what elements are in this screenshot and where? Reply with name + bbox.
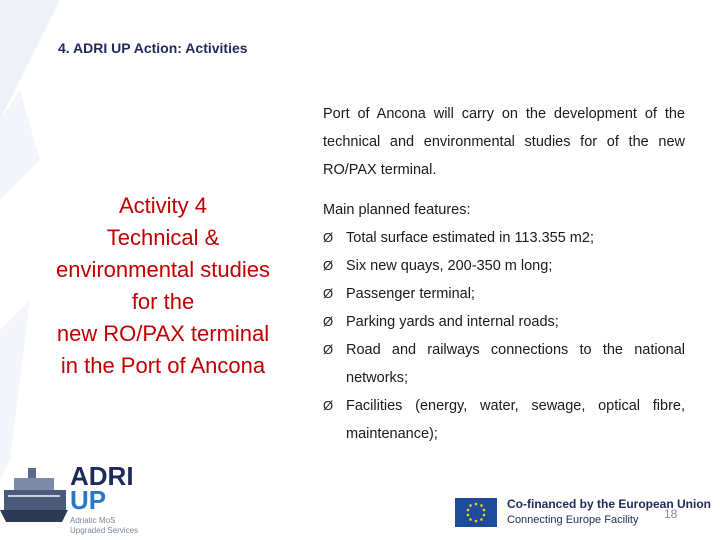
list-item [323,336,685,392]
list-item [323,252,685,280]
arrow-bullet-icon: Ø [323,314,334,329]
intro-paragraph: Port of Ancona will carry on the development of the technical and environmental studies for of the new RO/PAX terminal. [323,106,685,178]
feature-text: Total surface estimated in 113.355 m2; [346,230,594,246]
logo-subtitle-line: Upgraded Services [70,526,139,535]
slide-header: 4. ADRI UP Action: Activities [58,40,248,56]
activity-title [28,190,298,382]
arrow-bullet-icon: Ø [323,258,334,273]
features-list [323,224,685,448]
arrow-bullet-icon: Ø [323,342,334,357]
feature-text: Facilities (energy, water, sewage, optical fibre, maintenance); [346,398,685,442]
arrow-bullet-icon: Ø [323,398,334,413]
content-column [323,100,685,448]
activity-title-line: Technical & [106,225,220,250]
feature-text: Road and railways connections to the national networks; [346,342,685,386]
eu-cofinanced-text: Co-financed by the European Union [507,497,712,511]
logo-subtitle [70,516,138,536]
feature-text: Six new quays, 200-350 m long; [346,258,553,274]
arrow-bullet-icon: Ø [323,286,334,301]
list-item [323,280,685,308]
arrow-bullet-icon: Ø [323,230,334,245]
page-number: 18 [664,507,678,521]
list-item [323,308,685,336]
features-title: Main planned features: [323,202,471,218]
activity-title-line: for the [131,289,195,314]
activity-title-line: environmental studies [55,257,270,282]
eu-flag-icon [455,498,497,527]
list-item [323,224,685,252]
cef-text: Connecting Europe Facility [507,514,639,526]
activity-title-line: in the Port of Ancona [60,353,266,378]
adri-up-logo [70,461,134,515]
activity-title-line: new RO/PAX terminal [56,321,270,346]
activity-title-line: Activity 4 [118,193,208,218]
logo-name-part2: UP [70,485,107,515]
feature-text: Parking yards and internal roads; [346,314,559,330]
feature-text: Passenger terminal; [346,286,475,302]
logo-subtitle-line: Adriatic MoS [70,516,116,525]
list-item [323,392,685,448]
logo-name-part1: ADRI [70,461,134,491]
